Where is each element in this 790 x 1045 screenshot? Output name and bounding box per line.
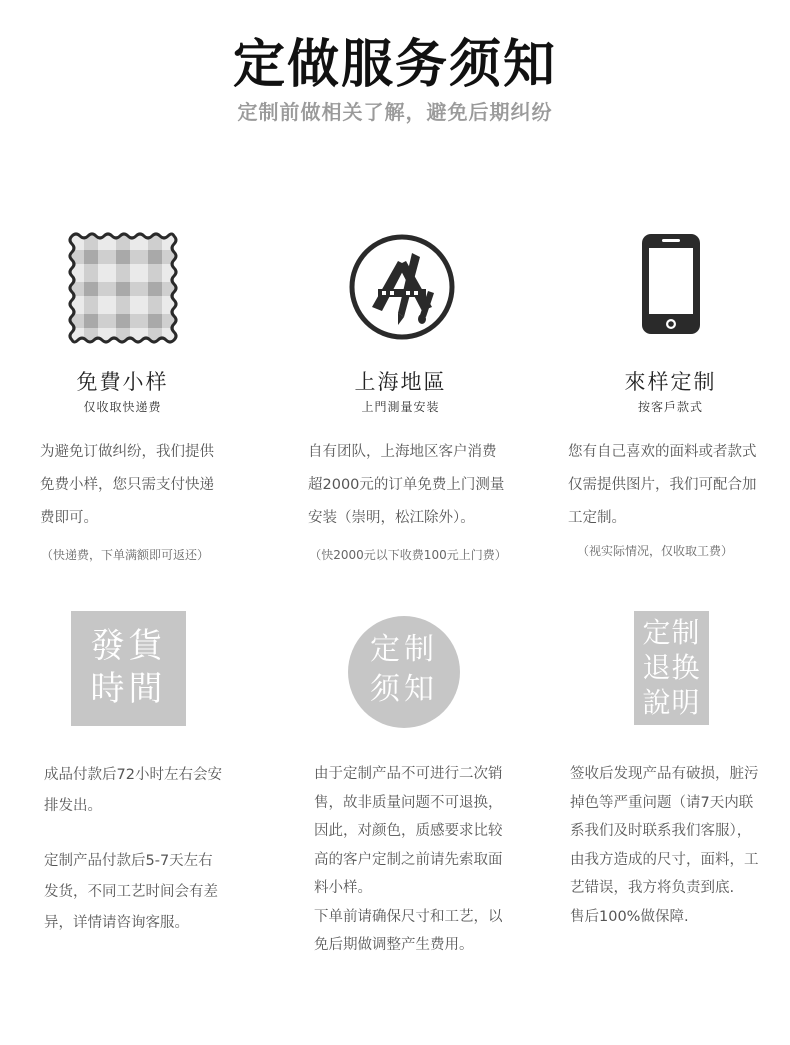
- fabric-swatch-icon: [68, 232, 178, 344]
- text-line: 系我们及时联系我们客服），: [570, 823, 752, 839]
- policy-description: [44, 760, 249, 939]
- smartphone-icon: [640, 232, 702, 336]
- text-line: 免费小样，您只需支付快递: [40, 477, 214, 493]
- text-line: 掉色等严重问题（请7天内联: [570, 794, 754, 811]
- text-line-spacer: [44, 822, 249, 846]
- service-description: [40, 436, 240, 535]
- service-description: [568, 436, 778, 535]
- badge-line: 定制: [370, 632, 438, 667]
- text-line: 料小样。: [314, 880, 372, 896]
- badge-line: 退换: [642, 651, 701, 684]
- service-heading-shanghai: [328, 366, 473, 415]
- text-line: 您有自己喜欢的面料或者款式: [568, 444, 757, 460]
- page-subtitle: 定制前做相关了解，避免后期纠纷: [237, 100, 553, 124]
- badge-line: 定制: [642, 616, 701, 649]
- service-description: [308, 436, 538, 535]
- text-line: 为避免订做纠纷，我们提供: [40, 444, 214, 460]
- service-title: 免費小样: [76, 370, 169, 394]
- service-title: 上海地區: [354, 370, 447, 394]
- badge-line: 說明: [642, 686, 701, 719]
- service-subtitle: 仅收取快递费: [83, 400, 162, 414]
- text-line: 下单前请确保尺寸和工艺，以: [314, 908, 503, 925]
- badge-line: 時間: [90, 669, 167, 709]
- badge-line: 發貨: [90, 626, 167, 666]
- service-heading-custom: [598, 366, 743, 415]
- text-line: 由我方造成的尺寸，面料，工: [570, 851, 759, 868]
- policy-description: [570, 760, 785, 931]
- text-line: 成品付款后72小时左右会安: [44, 767, 222, 783]
- text-line: 高的客户定制之前请先索取面: [314, 851, 503, 868]
- text-line: 艺错误，我方将负责到底.: [570, 880, 735, 896]
- text-line: 免后期做调整产生费用。: [314, 937, 474, 953]
- service-subtitle: 上門測量安装: [361, 400, 440, 414]
- text-line: 自有团队，上海地区客户消费: [308, 444, 497, 460]
- text-line: 因此，对颜色，质感要求比较: [314, 823, 503, 839]
- text-line: 异，详情请咨询客服。: [44, 915, 189, 931]
- service-note: （视实际情况，仅收取工费）: [576, 544, 733, 558]
- shipping-time-badge: [71, 611, 186, 726]
- text-line: 发货，不同工艺时间会有差: [44, 884, 218, 900]
- text-line: 排发出。: [44, 798, 102, 814]
- custom-notice-badge: [348, 616, 460, 728]
- badge-line: 须知: [370, 672, 438, 707]
- text-line: 安装（崇明，松江除外）。: [308, 510, 475, 526]
- service-note: （快2000元以下收费100元上门费）: [309, 548, 507, 562]
- return-policy-badge: [634, 611, 709, 725]
- policy-description: [314, 760, 534, 960]
- service-heading-free-sample: [50, 366, 195, 415]
- text-line: 工定制。: [568, 510, 626, 526]
- service-note: （快递费，下单满额即可返还）: [40, 548, 209, 562]
- page-title: 定做服务须知: [232, 34, 557, 95]
- text-line: 售，故非质量问题不可退换，: [314, 794, 503, 811]
- text-line: 定制产品付款后5-7天左右: [44, 853, 213, 869]
- service-subtitle: 按客戶款式: [637, 400, 703, 414]
- text-line: 仅需提供图片，我们可配合加: [568, 477, 757, 493]
- tools-pencil-brush-icon: [348, 233, 456, 341]
- text-line: 超2000元的订单免费上门测量: [308, 477, 505, 493]
- text-line: 由于定制产品不可进行二次销: [314, 766, 503, 782]
- text-line: 售后100%做保障.: [570, 908, 689, 925]
- text-line: 签收后发现产品有破损，脏污: [570, 766, 759, 782]
- service-title: 來样定制: [624, 370, 717, 394]
- text-line: 费即可。: [40, 510, 98, 526]
